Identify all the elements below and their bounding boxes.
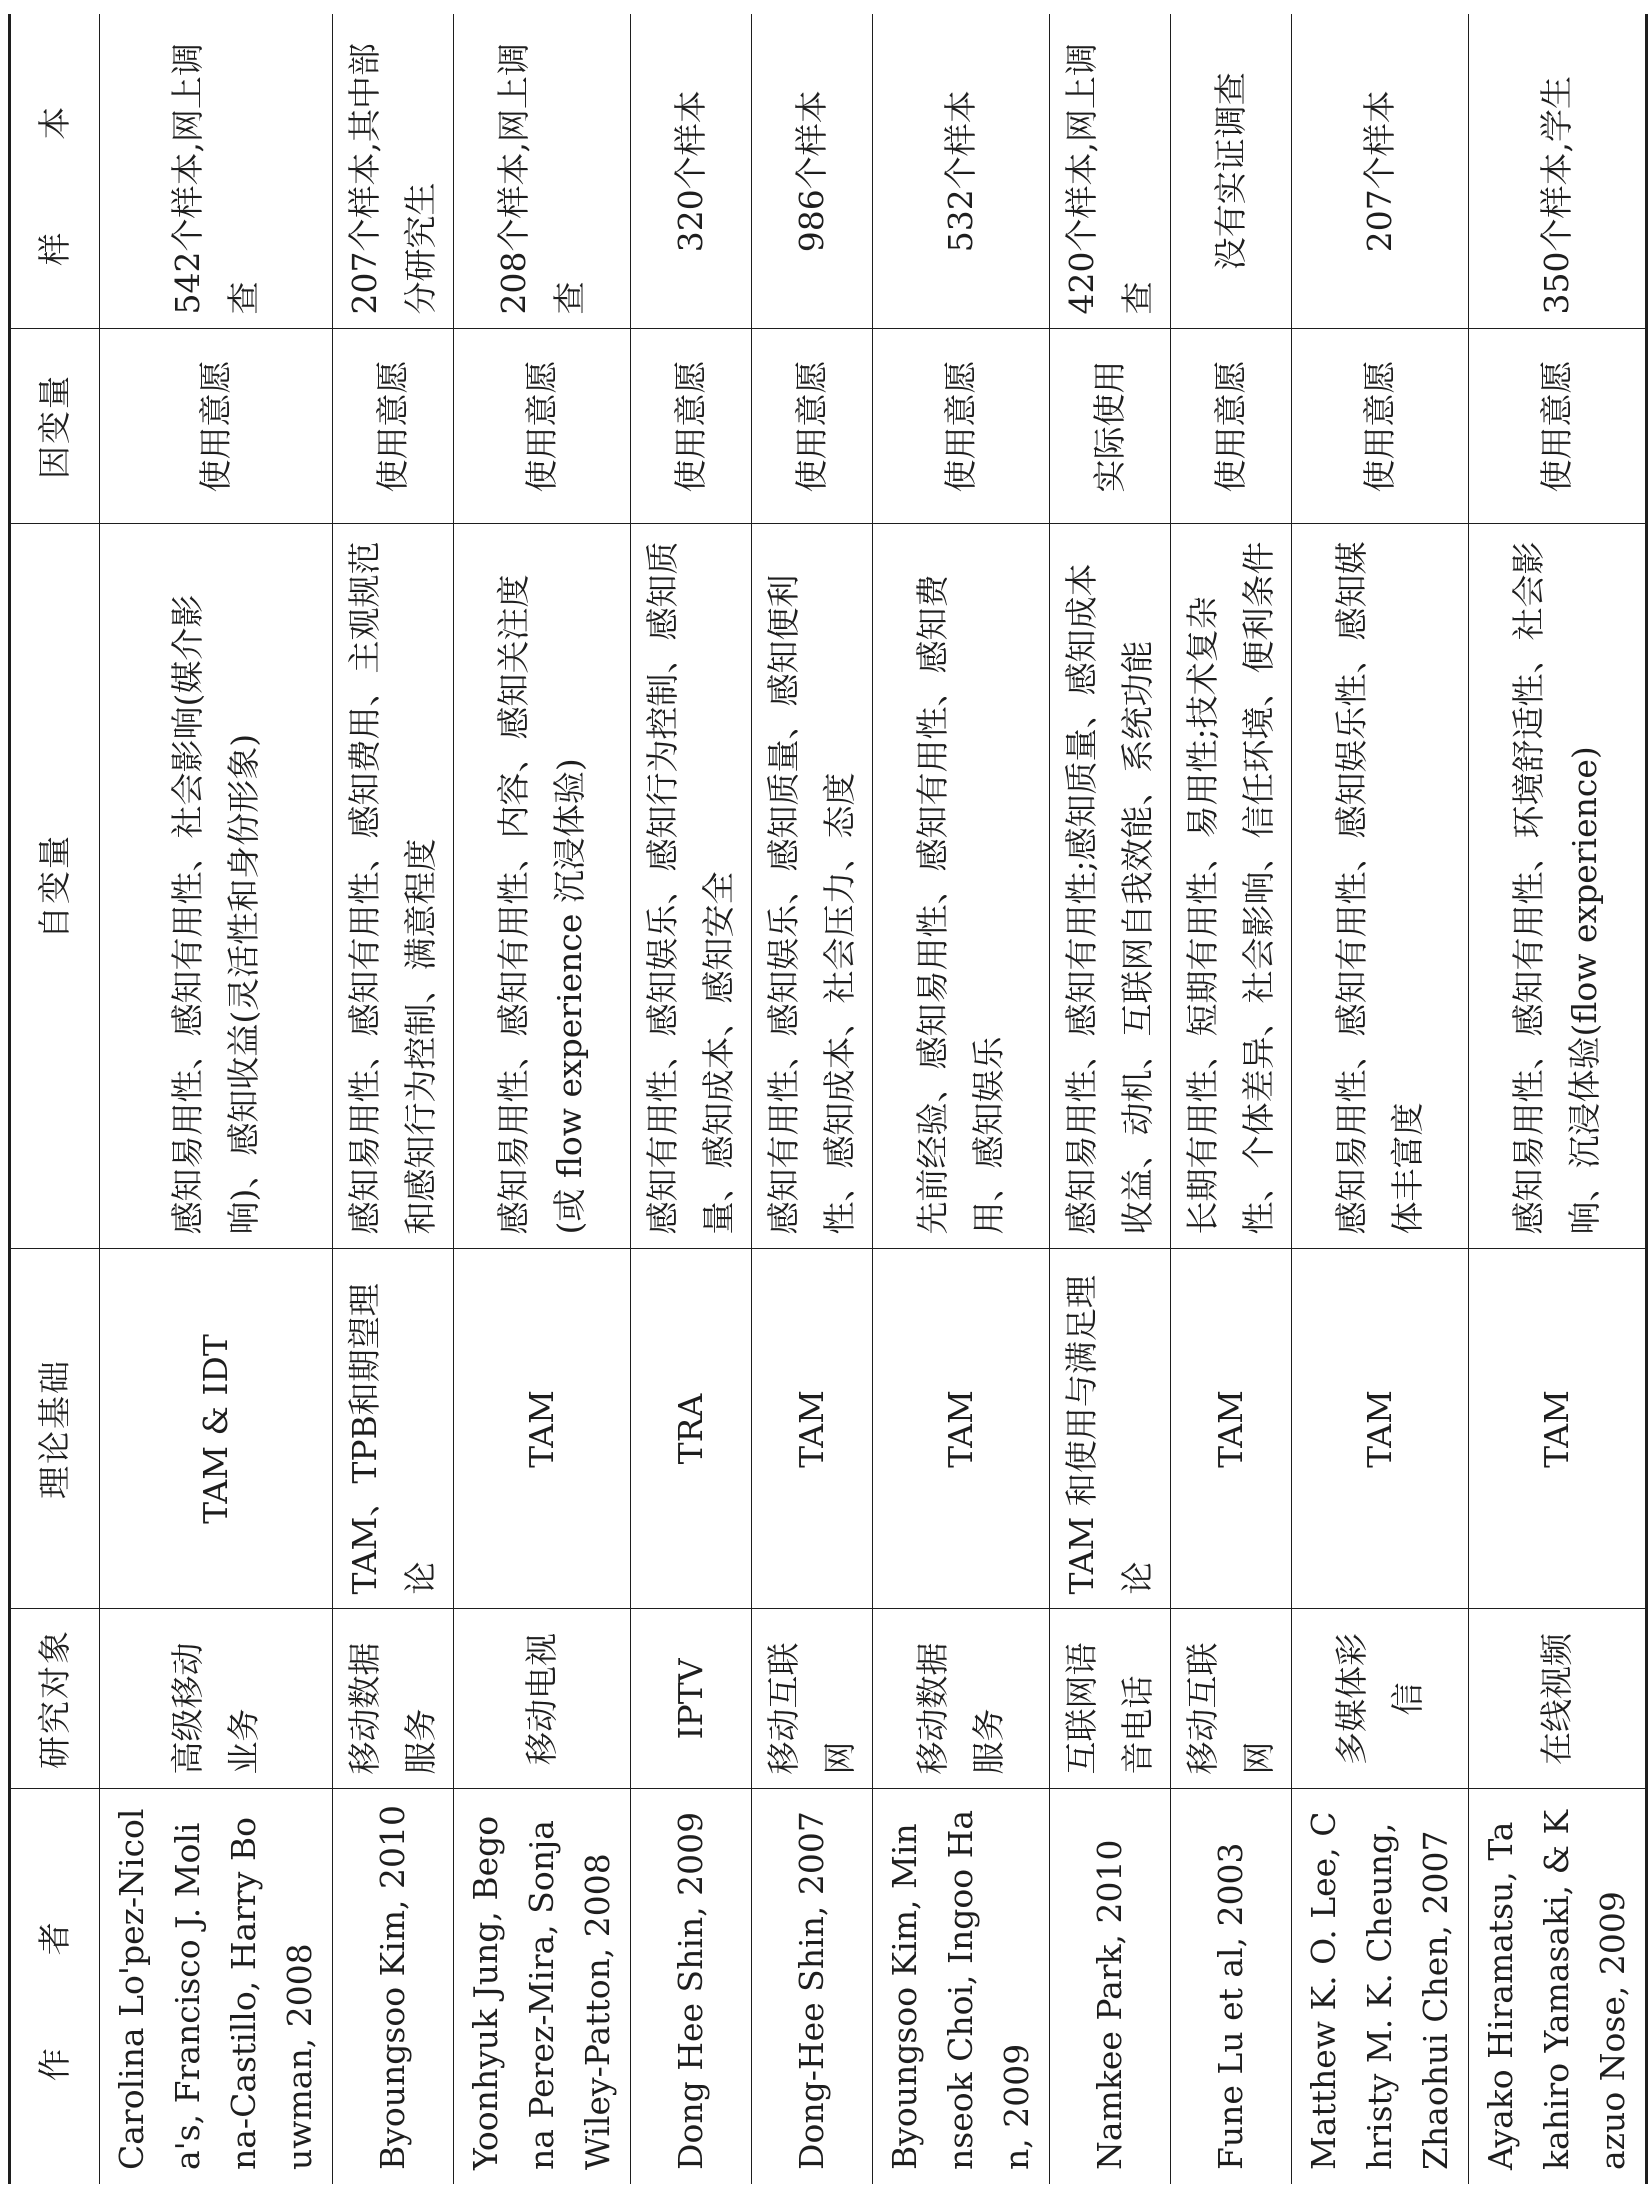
cell-sample: 207个样本 <box>1292 14 1469 329</box>
table-row <box>631 14 752 2184</box>
cell-sample: 532个样本 <box>873 14 1050 329</box>
cell-independent: 感知易用性、感知有用性、环境舒适性、社会影响、沉浸体验(flow experience) <box>1469 524 1647 1249</box>
header-dependent: 因变量 <box>10 329 100 524</box>
cell-author: Ayako Hiramatsu, Takahiro Yamasaki, & Kazuo Nose, 2009 <box>1469 1789 1647 2184</box>
cell-author: Carolina Lo'pez-Nicola's, Francisco J. Molina-Castillo, Harry Bouwman, 2008 <box>100 1789 333 2184</box>
cell-independent: 感知易用性、感知有用性;感知质量、感知成本收益、动机、互联网自我效能、系统功能 <box>1050 524 1171 1249</box>
table-row <box>1469 14 1647 2184</box>
cell-sample: 350个样本,学生 <box>1469 14 1647 329</box>
cell-dependent: 使用意愿 <box>631 329 752 524</box>
cell-dependent: 使用意愿 <box>752 329 873 524</box>
cell-theory: TAM <box>1292 1249 1469 1609</box>
header-theory: 理论基础 <box>10 1249 100 1609</box>
cell-object: 移动互联网 <box>1171 1609 1292 1789</box>
header-author: 作 者 <box>10 1789 100 2184</box>
cell-independent: 感知易用性、感知有用性、感知娱乐性、感知媒体丰富度 <box>1292 524 1469 1249</box>
cell-author: Namkee Park, 2010 <box>1050 1789 1171 2184</box>
cell-sample: 420个样本,网上调查 <box>1050 14 1171 329</box>
cell-independent: 感知易用性、感知有用性、社会影响(媒介影响)、感知收益(灵活性和身份形象) <box>100 524 333 1249</box>
cell-dependent: 使用意愿 <box>1171 329 1292 524</box>
cell-author: Dong Hee Shin, 2009 <box>631 1789 752 2184</box>
header-independent: 自变量 <box>10 524 100 1249</box>
cell-independent: 长期有用性、短期有用性、易用性;技术复杂性、个体差异、社会影响、信任环境、便利条件 <box>1171 524 1292 1249</box>
header-sample: 样 本 <box>10 14 100 329</box>
cell-sample: 207个样本,其中部分研究生 <box>333 14 454 329</box>
table-row <box>454 14 631 2184</box>
cell-object: 在线视频 <box>1469 1609 1647 1789</box>
cell-theory: TAM <box>752 1249 873 1609</box>
cell-object: 移动电视 <box>454 1609 631 1789</box>
cell-object: 高级移动业务 <box>100 1609 333 1789</box>
cell-independent: 感知有用性、感知娱乐、感知行为控制、感知质量、感知成本、感知安全 <box>631 524 752 1249</box>
cell-independent: 感知易用性、感知有用性、内容、感知关注度(或 flow experience 沉浸体验) <box>454 524 631 1249</box>
table-row <box>752 14 873 2184</box>
table-row <box>100 14 333 2184</box>
cell-theory: TAM <box>454 1249 631 1609</box>
cell-author: Matthew K. O. Lee, Christy M. K. Cheung, Zhaohui Chen, 2007 <box>1292 1789 1469 2184</box>
cell-dependent: 使用意愿 <box>333 329 454 524</box>
cell-independent: 感知有用性、感知娱乐、感知质量、感知便利性、感知成本、社会压力、态度 <box>752 524 873 1249</box>
header-row <box>10 14 100 2184</box>
cell-dependent: 使用意愿 <box>873 329 1050 524</box>
cell-author: Fune Lu et al, 2003 <box>1171 1789 1292 2184</box>
cell-theory: TAM <box>873 1249 1050 1609</box>
table-row <box>1171 14 1292 2184</box>
cell-sample: 986个样本 <box>752 14 873 329</box>
cell-theory: TAM <box>1469 1249 1647 1609</box>
cell-object: 移动互联网 <box>752 1609 873 1789</box>
cell-independent: 先前经验、感知易用性、感知有用性、感知费用、感知娱乐 <box>873 524 1050 1249</box>
cell-author: Byoungsoo Kim, Minnseok Choi, Ingoo Han, 2009 <box>873 1789 1050 2184</box>
cell-theory: TAM & IDT <box>100 1249 333 1609</box>
cell-object: IPTV <box>631 1609 752 1789</box>
cell-dependent: 使用意愿 <box>100 329 333 524</box>
cell-dependent: 使用意愿 <box>454 329 631 524</box>
cell-author: Yoonhyuk Jung, Begona Perez-Mira, Sonja Wiley-Patton, 2008 <box>454 1789 631 2184</box>
cell-sample: 320个样本 <box>631 14 752 329</box>
cell-author: Byoungsoo Kim, 2010 <box>333 1789 454 2184</box>
cell-dependent: 实际使用 <box>1050 329 1171 524</box>
cell-sample: 没有实证调查 <box>1171 14 1292 329</box>
table-row <box>1050 14 1171 2184</box>
cell-object: 互联网语音电话 <box>1050 1609 1171 1789</box>
header-object: 研究对象 <box>10 1609 100 1789</box>
cell-theory: TAM、TPB和期望理论 <box>333 1249 454 1609</box>
cell-theory: TRA <box>631 1249 752 1609</box>
table-row <box>333 14 454 2184</box>
cell-sample: 208个样本,网上调查 <box>454 14 631 329</box>
table-row <box>1292 14 1469 2184</box>
table-row <box>873 14 1050 2184</box>
cell-object: 移动数据服务 <box>333 1609 454 1789</box>
cell-object: 多媒体彩信 <box>1292 1609 1469 1789</box>
cell-dependent: 使用意愿 <box>1292 329 1469 524</box>
cell-theory: TAM 和使用与满足理论 <box>1050 1249 1171 1609</box>
cell-object: 移动数据服务 <box>873 1609 1050 1789</box>
literature-table <box>8 14 1648 2184</box>
cell-dependent: 使用意愿 <box>1469 329 1647 524</box>
cell-sample: 542个样本,网上调查 <box>100 14 333 329</box>
cell-independent: 感知易用性、感知有用性、感知费用、主观规范和感知行为控制、满意程度 <box>333 524 454 1249</box>
cell-author: Dong-Hee Shin, 2007 <box>752 1789 873 2184</box>
cell-theory: TAM <box>1171 1249 1292 1609</box>
